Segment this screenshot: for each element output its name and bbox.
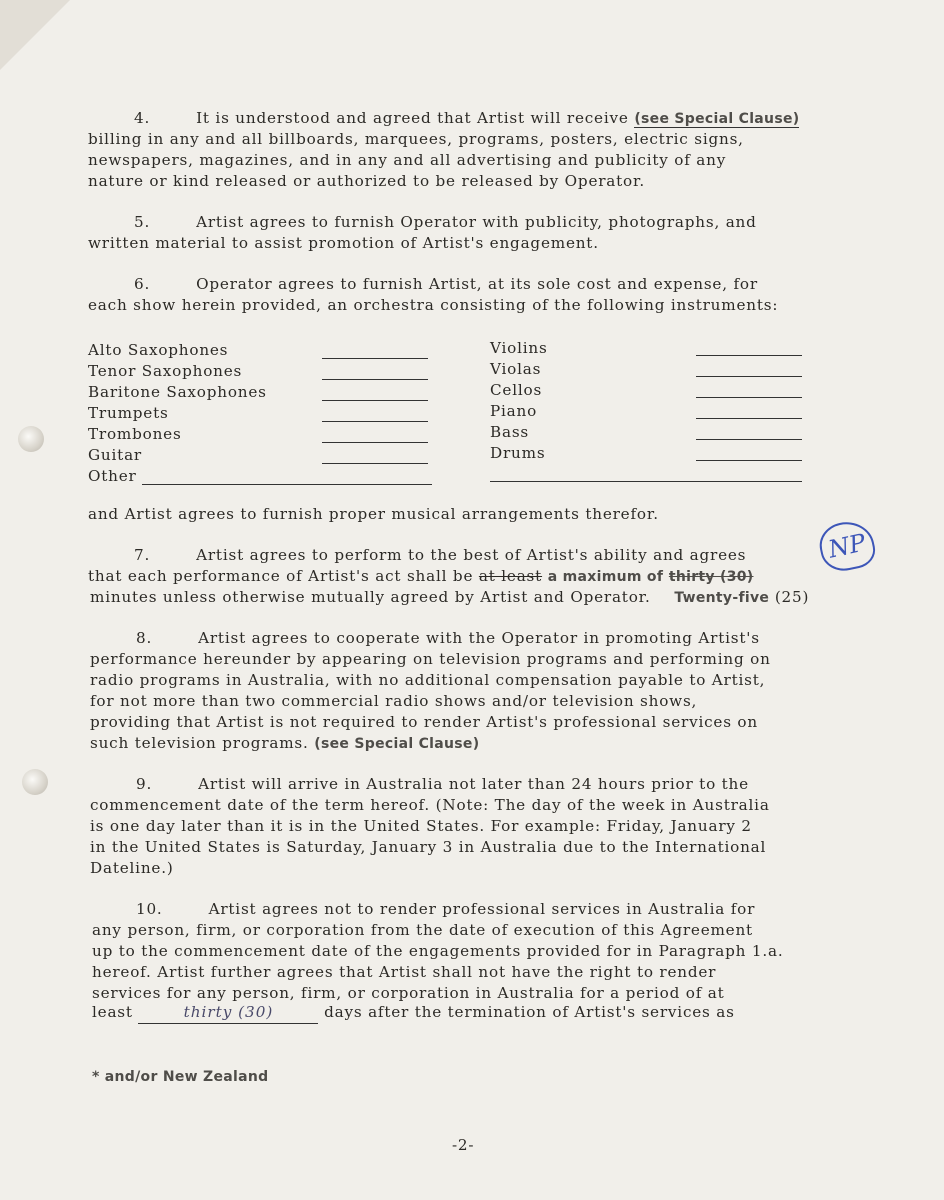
handwritten-days: thirty (30) (138, 1002, 318, 1024)
para10-line6: least thirty (30) days after the termination of Artist's services as (92, 1002, 735, 1024)
other-label: Other (88, 467, 137, 485)
para8-line5: providing that Artist is not required to render Artist's professional services on (90, 713, 758, 731)
handwritten-initials: NP (816, 517, 879, 575)
para8-line6: such television programs. (see Special Clause) (90, 734, 480, 752)
instrument-label: Guitar (88, 446, 142, 464)
para10-line5: services for any person, firm, or corporation in Australia for a period of at (92, 984, 725, 1002)
instrument-blank (696, 355, 802, 356)
punch-hole (22, 769, 48, 795)
instrument-label: Cellos (490, 381, 543, 399)
para9-line3: is one day later than it is in the United States. For example: Friday, January 2 (90, 817, 752, 835)
para8-line2: performance hereunder by appearing on television programs and performing on (90, 650, 771, 668)
para4-line1: 4. It is understood and agreed that Artist will receive (see Special Clause) (134, 109, 800, 127)
para8-line3: radio programs in Australia, with no additional compensation payable to Artist, (90, 671, 766, 689)
other-blank (490, 481, 802, 482)
para4-line2: billing in any and all billboards, marquees, programs, posters, electric signs, (88, 130, 744, 148)
para7-line1: 7. Artist agrees to perform to the best of Artist's ability and agrees (134, 546, 747, 564)
instrument-label: Tenor Saxophones (88, 362, 243, 380)
replacement-number: (25) (774, 588, 810, 606)
instrument-label: Trumpets (88, 404, 169, 422)
para8-line1: 8. Artist agrees to cooperate with the Operator in promoting Artist's (136, 629, 760, 647)
instrument-blank (322, 358, 428, 359)
other-blank (142, 484, 432, 485)
instrument-blank (696, 460, 802, 461)
para6-line1: 6. Operator agrees to furnish Artist, at its sole cost and expense, for (134, 275, 758, 293)
para5-line1: 5. Artist agrees to furnish Operator with publicity, photographs, and (134, 213, 757, 231)
para7-line2: that each performance of Artist's act shall be at least a maximum of thirty (30) (88, 567, 754, 585)
instrument-label: Drums (490, 444, 546, 462)
special-clause-note: (see Special Clause) (634, 111, 800, 127)
instrument-blank (696, 397, 802, 398)
instrument-label: Trombones (88, 425, 182, 443)
para9-line5: Dateline.) (90, 859, 174, 877)
para7-line3: minutes unless otherwise mutually agreed by Artist and Operator. Twenty-five (25) (90, 588, 810, 606)
instrument-blank (322, 442, 428, 443)
para10-line4: hereof. Artist further agrees that Artist shall not have the right to render (92, 963, 717, 981)
para10-line1: 10. Artist agrees not to render professional services in Australia for (136, 900, 756, 918)
instrument-label: Bass (490, 423, 530, 441)
instrument-label: Alto Saxophones (88, 341, 229, 359)
struck-text: at least (478, 567, 543, 585)
folded-corner (0, 0, 70, 70)
para6-line2: each show herein provided, an orchestra consisting of the following instruments: (88, 296, 779, 314)
instrument-label: Baritone Saxophones (88, 383, 267, 401)
instrument-label: Violas (490, 360, 542, 378)
instrument-blank (322, 463, 428, 464)
para10-line2: any person, firm, or corporation from the date of execution of this Agreement (92, 921, 753, 939)
para5-line2: written material to assist promotion of Artist's engagement. (88, 234, 599, 252)
special-clause-note: (see Special Clause) (314, 736, 480, 752)
para9-line1: 9. Artist will arrive in Australia not later than 24 hours prior to the (136, 775, 749, 793)
instrument-label: Violins (490, 339, 548, 357)
instrument-blank (322, 379, 428, 380)
instrument-blank (696, 376, 802, 377)
page-number: -2- (452, 1136, 475, 1154)
para4-line4: nature or kind released or authorized to be released by Operator. (88, 172, 646, 190)
punch-hole (18, 426, 44, 452)
para9-line2: commencement date of the term hereof. (Note: The day of the week in Australia (90, 796, 770, 814)
instrument-blank (322, 421, 428, 422)
struck-text: thirty (30) (668, 569, 754, 585)
para4-line3: newspapers, magazines, and in any and all advertising and publicity of any (88, 151, 727, 169)
para8-line4: for not more than two commercial radio shows and/or television shows, (90, 692, 698, 710)
instrument-blank (696, 439, 802, 440)
instrument-blank (322, 400, 428, 401)
replacement-text: Twenty-five (674, 590, 770, 606)
instrument-blank (696, 418, 802, 419)
footnote: * and/or New Zealand (92, 1069, 269, 1085)
instrument-label: Piano (490, 402, 538, 420)
inserted-text: a maximum of (547, 569, 664, 585)
arrangements-line: and Artist agrees to furnish proper musical arrangements therefor. (88, 505, 659, 523)
para10-line3: up to the commencement date of the engagements provided for in Paragraph 1.a. (92, 942, 784, 960)
para9-line4: in the United States is Saturday, January 3 in Australia due to the International (90, 838, 767, 856)
